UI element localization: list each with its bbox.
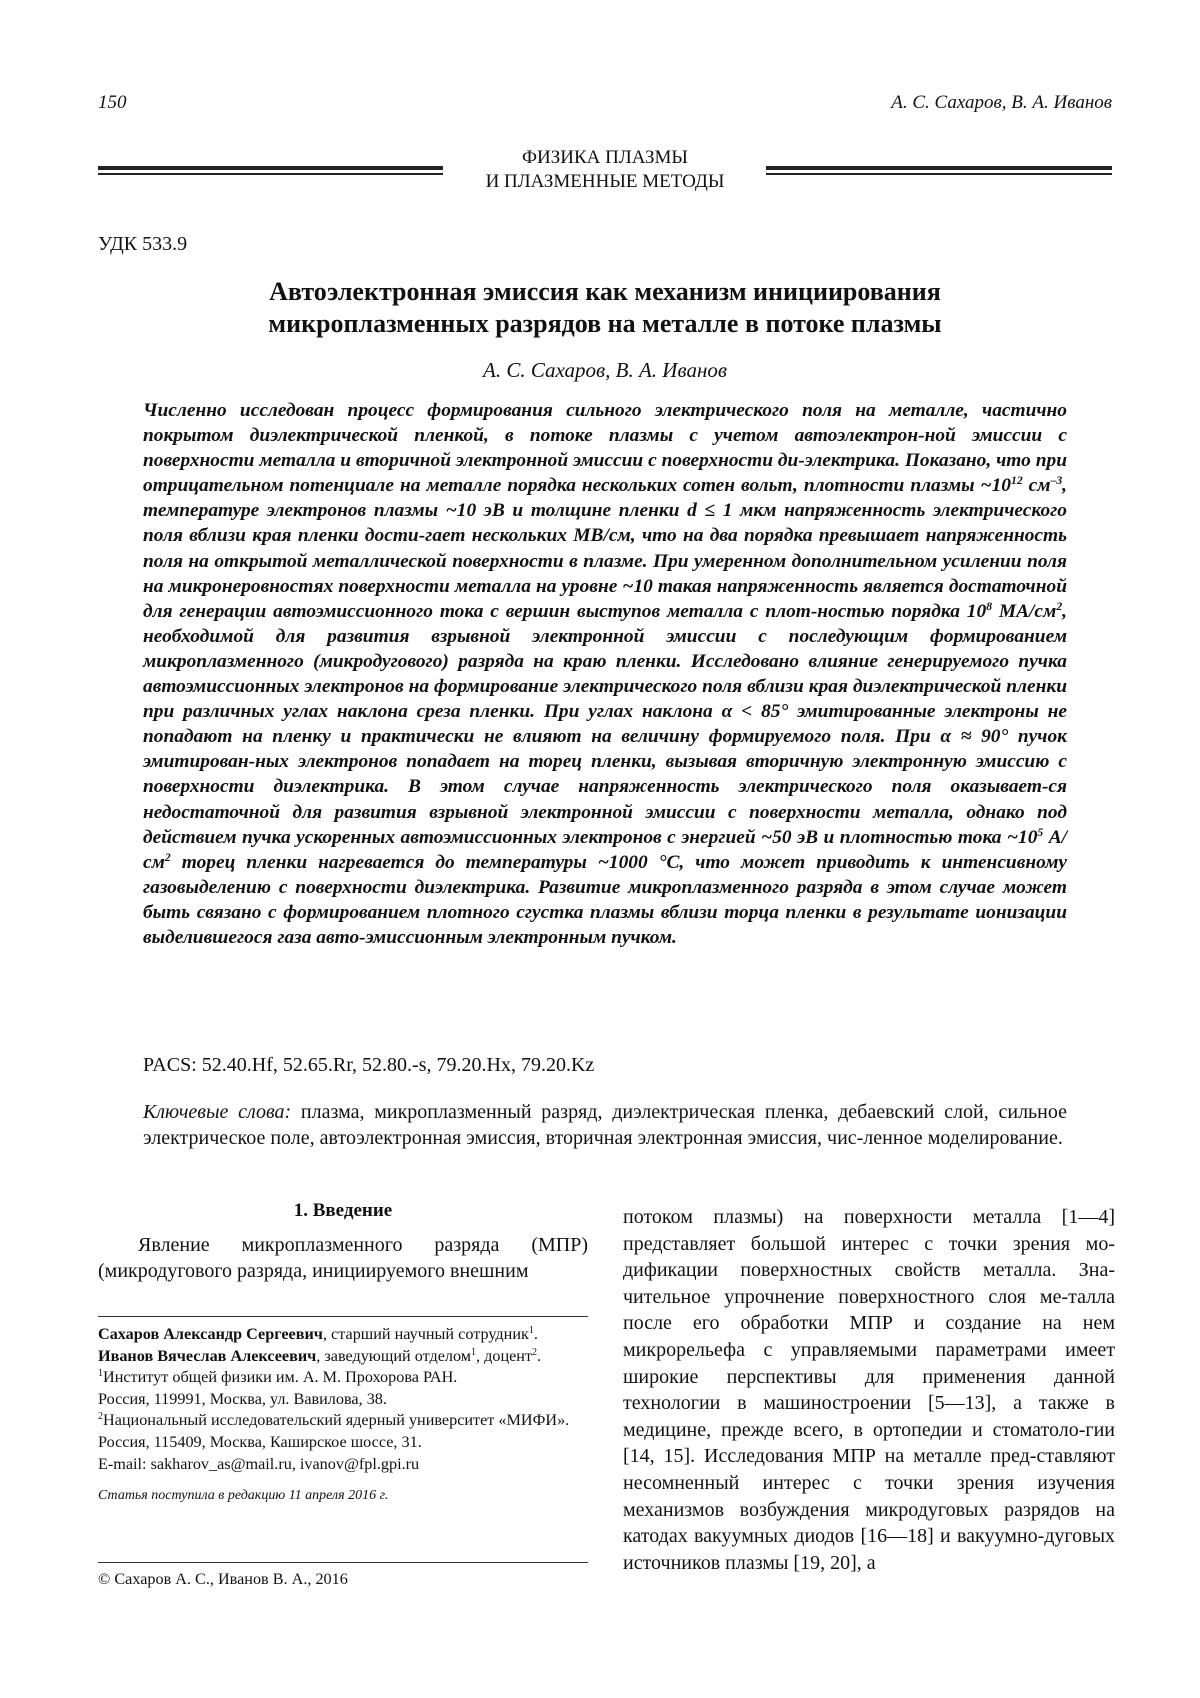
intro-text-left: Явление микроплазменного разряда (МПР) (микродугового разряда, инициируемого внешним (98, 1234, 588, 1282)
author2-sup2: 2 (532, 1346, 538, 1358)
abstract-sup: –3 (1050, 474, 1063, 488)
aff1-sup: 1 (98, 1368, 103, 1380)
abstract-sup: 12 (1011, 474, 1023, 488)
article-title (130, 276, 1080, 340)
received-date: Статья поступила в редакцию 11 апреля 2016 г. (98, 1488, 389, 1504)
footnote-author2 (98, 1346, 588, 1368)
affiliation1 (98, 1367, 588, 1389)
header-rule-right (766, 166, 1112, 175)
keywords-text: плазма, микроплазменный разряд, диэлектрическая пленка, дебаевский слой, сильное электрическое поле, автоэлектронная эмиссия, вторичная электронная эмиссия, чис-ленное моделирование. (143, 1101, 1067, 1149)
keywords-label: Ключевые слова: (143, 1101, 292, 1123)
author2-role: , заведующий отделом (316, 1346, 472, 1365)
abstract-part: А/см (143, 826, 1068, 873)
author2-name: Иванов Вячеслав Алексеевич (98, 1346, 317, 1365)
running-head: А. С. Сахаров, В. А. Иванов (891, 92, 1112, 113)
author1-sup: 1 (528, 1325, 534, 1336)
author2-cont: , доцент (476, 1346, 533, 1365)
aff1-line1: Институт общей физики им. А. М. Прохорова РАН. (103, 1368, 458, 1387)
author2-sup: 1 (471, 1346, 477, 1358)
abstract-part: торец пленки нагревается до температуры ~1000 °С, что может приводить к интенсивному газовыделению с поверхности диэлектрика. Развитие микроплазменного разряда в этом случае может быть связано с формированием плотного сгустка плазмы вблизи торца пленки в результате ионизации выделившегося газа авто-эмиссионным электронным пучком. (143, 851, 1067, 948)
abstract-part: см (1022, 475, 1051, 497)
affiliation2 (98, 1410, 588, 1432)
email-line: E-mail: sakharov_as@mail.ru, ivanov@fpl.gpi.ru (98, 1454, 420, 1473)
abstract-sup: 2 (164, 850, 171, 864)
section-heading (440, 146, 770, 194)
affiliation2-address: Россия, 115409, Москва, Каширское шоссе, 31. (98, 1432, 422, 1451)
abstract-part: , температуре электронов плазмы ~10 эВ и толщине пленки d ≤ 1 мкм напряженность электрического поля вблизи края пленки дости-гает нескольких МВ/см, что на два порядка превышает напряженность поля на открытой металлической поверхности в плазме. При умеренном дополнительном усилении поля на микронеровностях поверхности металла на уровне ~10 такая напряженность является достаточной для генерации автоэмиссионного тока с вершин выступов металла с плот-ностью порядка 10 (143, 475, 1067, 622)
abstract (143, 398, 1067, 950)
footnote-divider (98, 1316, 588, 1317)
footnotes (98, 1324, 588, 1507)
copyright-divider (98, 1562, 588, 1563)
aff2-line1: Национальный исследовательский ядерный университет «МИФИ». (103, 1411, 570, 1430)
author1-role: , старший научный сотрудник (322, 1325, 529, 1343)
author2-end: . (537, 1346, 542, 1365)
copyright: © Сахаров А. С., Иванов В. А., 2016 (98, 1570, 348, 1588)
header-rule-left (98, 166, 443, 175)
aff2-sup: 2 (98, 1411, 103, 1423)
udc-code: УДК 533.9 (98, 233, 188, 255)
intro-text-right: потоком плазмы) на поверхности металла [1—4] представляет большой интерес с точки зрения мо-дификации поверхностных свойств металла. Зна-чительное упрочнение поверхностного слоя ме-талла после его обработки МПР и создание на нем микрорельефа с управляемыми параметрами имеет широкие перспективы для применения данной технологии в машиностроении [5—13], а также в медицине, прежде всего, в ортопедии и стоматоло-гии [14, 15]. Исследования МПР на металле пред-ставляют несомненный интерес с точки зрения изучения механизмов возбуждения микродуговых разрядов на катодах вакуумных диодов [16—18] и вакуумно-дуговых источников плазмы [19, 20], а (623, 1206, 1115, 1574)
abstract-part: МА/см (992, 600, 1057, 622)
intro-heading: 1. Введение (293, 1200, 393, 1221)
article-authors: А. С. Сахаров, В. А. Иванов (483, 358, 727, 382)
abstract-sup: 8 (986, 599, 992, 613)
abstract-part: , необходимой для развития взрывной электронной эмиссии с последующим формированием микроплазменного (микродугового) разряда на краю пленки. Исследовано влияние генерируемого пучка автоэмиссионных электронов на формирование электрического поля вблизи края диэлектрической пленки при различных углах наклона среза пленки. При углах наклона α < 85° эмитированные электроны не попадают на пленку и практически не влияют на величину формируемого поля. При α ≈ 90° пучок эмитирован-ных электронов попадает на торец пленки, вызывая вторичную электронную эмиссию с поверхности диэлектрика. В этом случае напряженность электрического поля оказывает-ся недостаточной для развития взрывной электронной эмиссии с поверхности металла, однако под действием пучка ускоренных автоэмиссионных электронов с энергией ~50 эВ и плотностью тока ~10 (143, 600, 1067, 848)
pacs-codes: PACS: 52.40.Hf, 52.65.Rr, 52.80.-s, 79.20.Hx, 79.20.Kz (143, 1054, 595, 1076)
affiliation1-address: Россия, 119991, Москва, ул. Вавилова, 38. (98, 1389, 387, 1408)
section-heading-line1: ФИЗИКА ПЛАЗМЫ (522, 147, 688, 168)
author1-name: Сахаров Александр Сергеевич (98, 1325, 323, 1343)
keywords (143, 1100, 1067, 1151)
article-title-line1: Автоэлектронная эмиссия как механизм инициирования (269, 277, 941, 306)
abstract-part: Численно исследован процесс формирования сильного электрического поля на металле, частично покрытом диэлектрической пленкой, в потоке плазмы с учетом автоэлектрон-ной эмиссии с поверхности металла и вторичной электронной эмиссии с поверхности ди-электрика. Показано, что при отрицательном потенциале на металле порядка нескольких сотен вольт, плотности плазмы ~10 (143, 400, 1067, 497)
section-heading-line2: И ПЛАЗМЕННЫЕ МЕТОДЫ (485, 171, 725, 192)
article-title-line2: микроплазменных разрядов на металле в потоке плазмы (268, 309, 942, 338)
abstract-sup: 5 (1037, 825, 1044, 839)
page-number: 150 (98, 92, 127, 113)
footnote-author1 (98, 1324, 588, 1346)
author1-end: . (533, 1325, 538, 1343)
abstract-sup: 2 (1056, 599, 1063, 613)
